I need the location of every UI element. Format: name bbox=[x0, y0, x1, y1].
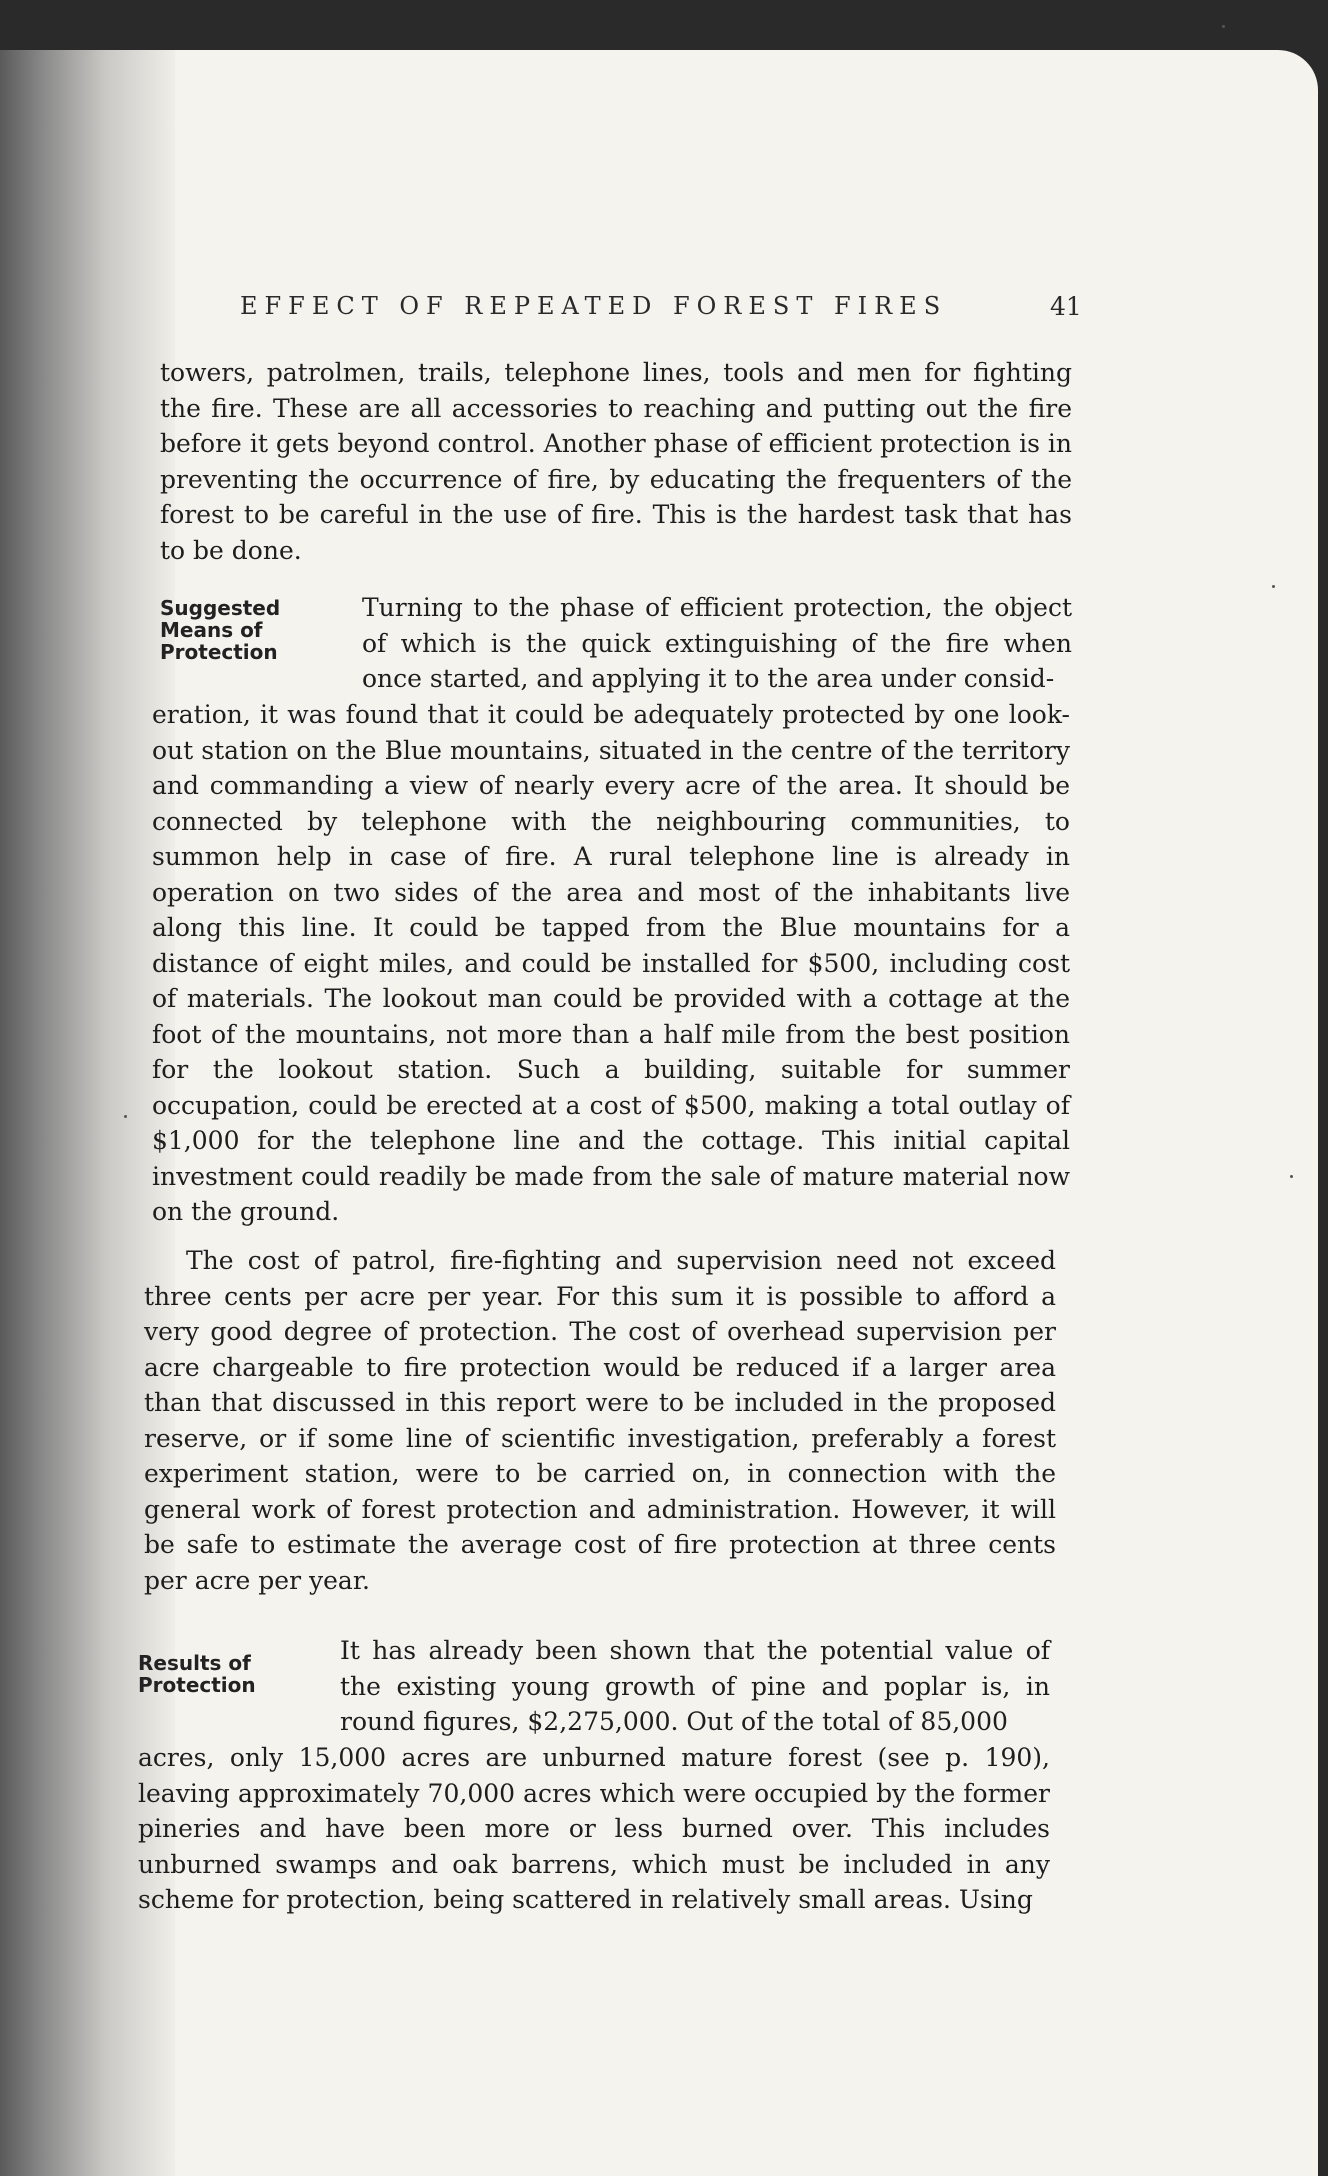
paragraph-3: The cost of patrol, fire-fighting and supervision need not exceed three cents per acre per year. For this sum it is possible to afford a very good degree of protection. The cost of overhead supervision per acre chargeable to fire protection would be reduced if a larger area than that discussed in this report were to be included in the proposed reserve, or if some line of scientific investigation, preferably a forest experiment station, were to be carried on, in connection with the general work of forest protection and administration. However, it will be safe to estimate the average cost of fire protection at three cents per acre per year. bbox=[144, 1246, 1056, 1595]
paragraph-2-body: eration, it was found that it could be adequately protected by one look-out station on the Blue mountains, situated in the centre of the territory and commanding a view of nearly every acre of the area. It should be connected by telephone with the neighbouring communities, to summon help in case of fire. A rural telephone line is already in operation on two sides of the area and most of the inhabitants live along this line. It could be tapped from the Blue mountains for a distance of eight miles, and could be installed for $500, including cost of materials. The lookout man could be provided with a cottage at the foot of the mountains, not more than a half mile from the best position for the lookout station. Such a building, suitable for summer occupation, could be erected at a cost of $500, making a total outlay of $1,000 for the telephone line and the cottage. This initial capital investment could readily be made from the sale of mature material now on the ground. bbox=[152, 700, 1070, 1226]
running-head: EFFECT OF REPEATED FOREST FIRES bbox=[240, 292, 948, 320]
dust-speck bbox=[1222, 25, 1225, 28]
side-heading-line: Protection bbox=[138, 1673, 256, 1697]
dust-speck bbox=[1290, 1175, 1293, 1178]
paragraph-2-opening: Turning to the phase of efficient protection, the object of which is the quick extinguishing of the fire when once started, and applying it to the area under consid- bbox=[362, 593, 1072, 693]
side-heading-line: Suggested bbox=[160, 596, 281, 620]
side-heading-results bbox=[138, 1652, 256, 1696]
paragraph-4-opening: It has already been shown that the potential value of the existing young growth of pine and poplar is, in round figures, $2,275,000. Out of the total of 85,000 bbox=[340, 1636, 1050, 1736]
paragraph-4-body: acres, only 15,000 acres are unburned mature forest (see p. 190), leaving approximately 70,000 acres which were occupied by the former pineries and have been more or less burned over. This includes unburned swamps and oak barrens, which must be included in any scheme for protection, being scattered in relatively small areas. Using bbox=[138, 1743, 1050, 1914]
side-heading-suggested-means bbox=[160, 597, 280, 663]
page-number: 41 bbox=[1050, 292, 1082, 321]
dust-speck bbox=[124, 1115, 127, 1118]
side-heading-line: Protection bbox=[160, 640, 278, 664]
side-heading-line: Results of bbox=[138, 1651, 251, 1675]
side-heading-line: Means of bbox=[160, 618, 263, 642]
dust-speck bbox=[1272, 585, 1275, 588]
paragraph-1: towers, patrolmen, trails, telephone lines, tools and men for fighting the fire. These are all accessories to reaching and putting out the fire before it gets beyond control. Another phase of efficient protection is in preventing the occurrence of fire, by educating the frequenters of the forest to be careful in the use of fire. This is the hardest task that has to be done. bbox=[160, 358, 1072, 565]
